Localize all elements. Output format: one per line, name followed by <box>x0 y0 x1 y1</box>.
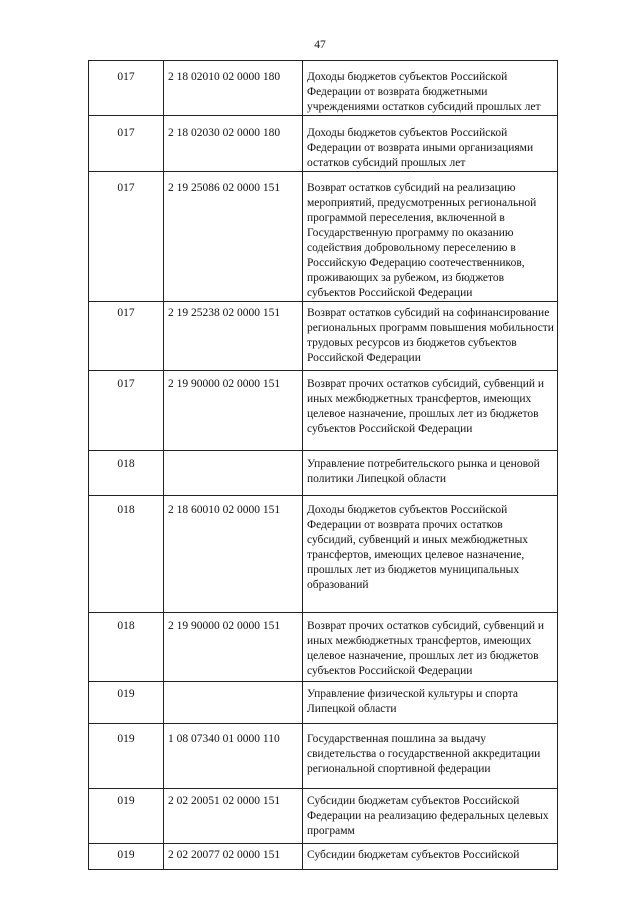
income-name-line: программ <box>307 825 355 837</box>
income-name-line: прошлых лет из бюджетов муниципальных <box>307 564 520 576</box>
income-name-line: Возврат прочих остатков субсидий, субвенций и <box>307 378 545 390</box>
income-name-line: иных межбюджетных трансфертов, имеющих <box>307 393 532 405</box>
table-row <box>89 61 558 116</box>
table-row <box>89 371 558 451</box>
income-code-cell: 2 19 25086 02 0000 151 <box>164 172 303 302</box>
income-name-line: Возврат прочих остатков субсидий, субвенций и <box>307 620 545 632</box>
table-row <box>89 789 558 844</box>
income-name-cell <box>303 371 558 451</box>
admin-code-cell: 018 <box>89 451 164 496</box>
admin-code-cell: 017 <box>89 302 164 371</box>
income-name-line: трудовых ресурсов из бюджетов субъектов <box>307 337 517 349</box>
income-code-cell: 2 02 20077 02 0000 151 <box>164 844 303 870</box>
income-name-line: Субсидии бюджетам субъектов Российской <box>307 849 520 861</box>
income-name-line: Федерации от возврата иными организациями <box>307 142 534 154</box>
income-name-cell <box>303 844 558 870</box>
admin-code-cell: 018 <box>89 613 164 682</box>
income-name-line: региональной спортивной федерации <box>307 763 491 775</box>
table-row <box>89 844 558 870</box>
income-name-cell <box>303 451 558 496</box>
table-row <box>89 496 558 613</box>
income-code-cell <box>164 682 303 724</box>
income-name-cell <box>303 302 558 371</box>
admin-code-cell: 017 <box>89 116 164 172</box>
income-code-cell: 2 18 02030 02 0000 180 <box>164 116 303 172</box>
table-row <box>89 451 558 496</box>
income-name-line: Федерации на реализацию федеральных целевых <box>307 810 549 822</box>
income-name-cell <box>303 682 558 724</box>
income-name-line: политики Липецкой области <box>307 473 447 485</box>
income-name-line: программой переселения, включенной в <box>307 212 505 224</box>
table-row <box>89 302 558 371</box>
income-code-cell: 2 18 60010 02 0000 151 <box>164 496 303 613</box>
income-name-line: Федерации от возврата бюджетными <box>307 86 488 98</box>
income-name-cell <box>303 789 558 844</box>
income-name-line: учреждениями остатков субсидий прошлых лет <box>307 101 541 113</box>
income-name-cell <box>303 496 558 613</box>
income-name-line: целевое назначение, прошлых лет из бюджетов <box>307 650 539 662</box>
admin-code-cell: 017 <box>89 172 164 302</box>
admin-code-cell: 019 <box>89 724 164 789</box>
admin-code-cell: 018 <box>89 496 164 613</box>
income-name-line: Государственную программу по оказанию <box>307 227 514 239</box>
income-name-line: Субсидии бюджетам субъектов Российской <box>307 795 520 807</box>
admin-code-cell: 017 <box>89 61 164 116</box>
admin-code-cell: 017 <box>89 371 164 451</box>
income-name-line: Российскую Федерацию соотечественников, <box>307 257 525 269</box>
income-name-cell <box>303 172 558 302</box>
table-row <box>89 613 558 682</box>
income-name-line: Управление физической культуры и спорта <box>307 688 519 700</box>
income-name-line: содействия добровольному переселению в <box>307 242 516 254</box>
income-code-cell: 2 19 90000 02 0000 151 <box>164 371 303 451</box>
page-number: 47 <box>314 39 326 51</box>
table-row <box>89 172 558 302</box>
admin-code-cell: 019 <box>89 844 164 870</box>
income-name-line: субъектов Российской Федерации <box>307 665 473 677</box>
income-code-cell <box>164 451 303 496</box>
income-name-line: образований <box>307 579 369 591</box>
income-name-line: Возврат остатков субсидий на реализацию <box>307 182 516 194</box>
income-name-line: остатков субсидий прошлых лет <box>307 157 466 169</box>
income-name-line: Управление потребительского рынка и ценовой <box>307 458 540 470</box>
budget-codes-table <box>88 60 558 870</box>
income-name-line: свидетельства о государственной аккредитации <box>307 748 541 760</box>
income-name-line: Липецкой области <box>307 703 397 715</box>
income-code-cell: 2 18 02010 02 0000 180 <box>164 61 303 116</box>
income-name-line: целевое назначение, прошлых лет из бюджетов <box>307 408 539 420</box>
income-name-cell <box>303 613 558 682</box>
income-name-line: проживающих за рубежом, из бюджетов <box>307 272 505 284</box>
income-name-cell <box>303 61 558 116</box>
income-name-line: субъектов Российской Федерации <box>307 423 473 435</box>
table-body <box>89 61 558 870</box>
income-name-line: Возврат остатков субсидий на софинансирование <box>307 307 550 319</box>
income-code-cell: 2 02 20051 02 0000 151 <box>164 789 303 844</box>
table-row <box>89 724 558 789</box>
income-name-line: субъектов Российской Федерации <box>307 287 473 299</box>
income-name-line: субсидий, субвенций и иных межбюджетных <box>307 534 529 546</box>
income-code-cell: 1 08 07340 01 0000 110 <box>164 724 303 789</box>
table-row <box>89 116 558 172</box>
admin-code-cell: 019 <box>89 682 164 724</box>
table-row <box>89 682 558 724</box>
income-name-line: Доходы бюджетов субъектов Российской <box>307 504 508 516</box>
income-name-line: Российской Федерации <box>307 352 421 364</box>
income-name-cell <box>303 116 558 172</box>
income-name-line: трансфертов, имеющих целевое назначение, <box>307 549 525 561</box>
income-name-line: мероприятий, предусмотренных региональной <box>307 197 537 209</box>
income-name-line: Доходы бюджетов субъектов Российской <box>307 71 508 83</box>
income-name-cell <box>303 724 558 789</box>
income-name-line: иных межбюджетных трансфертов, имеющих <box>307 635 532 647</box>
income-name-line: региональных программ повышения мобильности <box>307 322 554 334</box>
income-name-line: Государственная пошлина за выдачу <box>307 733 487 745</box>
income-code-cell: 2 19 90000 02 0000 151 <box>164 613 303 682</box>
income-name-line: Федерации от возврата прочих остатков <box>307 519 503 531</box>
income-code-cell: 2 19 25238 02 0000 151 <box>164 302 303 371</box>
income-name-line: Доходы бюджетов субъектов Российской <box>307 127 508 139</box>
admin-code-cell: 019 <box>89 789 164 844</box>
